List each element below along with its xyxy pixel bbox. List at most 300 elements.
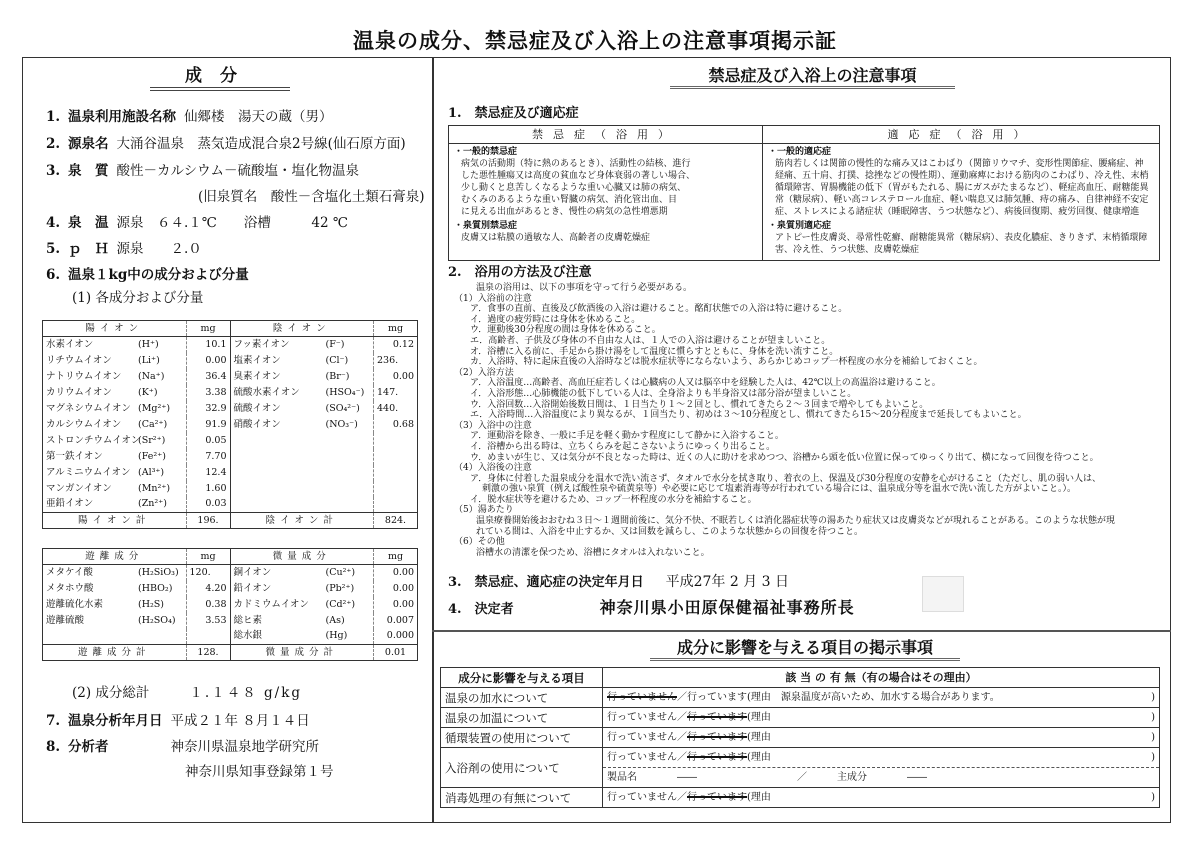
item-label: 泉 温 [68, 215, 109, 231]
spring-line: 皮膚又は粘膜の過敏な人、高齢者の皮膚乾燥症 [461, 233, 651, 243]
spring-line: アトピー性皮膚炎、尋常性乾癬、耐糖能異常（糖尿病）、表皮化膿症、きりきず、末梢循環障 [775, 233, 1148, 243]
instruction-line: エ．高齢者、子供及び身体の不自由な人は、１人での入浴は避けることが望ましいこと。 [470, 335, 831, 346]
spring-title: ・泉質別禁忌症 [454, 221, 518, 231]
component-label: 銅イオン [233, 566, 272, 578]
component-name [43, 385, 187, 401]
option-not-done: 行っていません [607, 691, 677, 703]
option-not-done: 行っていません [607, 791, 677, 803]
table-row [43, 497, 418, 513]
item-status [603, 728, 1160, 748]
component-name [43, 565, 187, 581]
instruction-line: （1）入浴前の注意 [454, 293, 532, 304]
component-label: マンガンイオン [46, 482, 112, 494]
component-name [43, 353, 187, 369]
component-value: 0.00 [374, 597, 418, 613]
item-status [603, 688, 1160, 708]
product-info [603, 768, 1160, 788]
instruction-line: イ．過度の疲労時には身体を休めること。 [470, 314, 641, 325]
table-row [441, 788, 1160, 808]
info-item [46, 214, 348, 232]
table-row [43, 353, 418, 369]
component-label: フッ素イオン [233, 338, 290, 350]
ingredient-value: ―― [907, 771, 927, 783]
component-value: 10.1 [186, 337, 230, 353]
item-number: 6. [46, 267, 61, 283]
total-label: (2) 成分総計 [72, 685, 150, 701]
table-row [441, 728, 1160, 748]
total-value: １.１４８ g/kg [189, 685, 303, 701]
column-header: 禁忌症（浴用） [449, 126, 762, 144]
component-formula: (Zn²⁺) [138, 498, 167, 510]
decision-date [448, 574, 789, 591]
item-number: 7. [46, 713, 61, 729]
header-unit: mg [374, 321, 418, 337]
component-label: リチウムイオン [46, 354, 112, 366]
component-name [43, 401, 187, 417]
component-label: カドミウムイオン [233, 598, 309, 610]
component-label: 亜鉛イオン [46, 498, 94, 510]
item-label: ｐ Ｈ [68, 241, 109, 257]
component-value [186, 629, 230, 645]
component-name [230, 385, 374, 401]
component-formula: (F⁻) [325, 338, 345, 350]
option-done: 行っています [687, 791, 747, 803]
item-label: 泉 質 [68, 163, 109, 179]
analysis-date-value: 平成２１年 ８月１４日 [170, 713, 310, 729]
contraindications-heading: 禁忌症及び入浴上の注意事項 [670, 66, 955, 89]
component-name [230, 565, 374, 581]
item-value: 源泉 ２.０ [116, 241, 202, 257]
component-name [230, 417, 374, 433]
table-header-row [43, 549, 418, 565]
component-value: 91.9 [186, 417, 230, 433]
component-formula: (Cd²⁺) [325, 598, 356, 610]
general-line: 経痛、五十肩、打撲、捻挫などの慢性期）、運動麻痺における筋肉のこわばり、冷え性、末梢 [775, 171, 1149, 181]
total-label-right: 陰イオン計 [230, 513, 374, 529]
info-item [168, 188, 425, 206]
component-name [230, 581, 374, 597]
component-name [230, 497, 374, 513]
separator: ／ [677, 711, 687, 723]
component-formula: (HSO₄⁻) [325, 386, 365, 398]
item-status [603, 788, 1160, 808]
separator: ／ [677, 731, 687, 743]
item-status [603, 748, 1160, 768]
instruction-line: ウ．運動後30分程度の間は身体を休めること。 [470, 325, 661, 336]
component-formula: (Na⁺) [138, 370, 165, 382]
table-row [43, 417, 418, 433]
header-unit: mg [374, 549, 418, 565]
component-label: アルミニウムイオン [46, 466, 131, 478]
item-value: 源泉 ６４.１℃ 浴槽 42 ℃ [116, 215, 348, 231]
reason-text: (理由 [747, 791, 771, 803]
status-options [607, 790, 771, 806]
item-number: 1. [46, 109, 61, 125]
item-name: 循環装置の使用について [441, 728, 603, 748]
component-value: 12.4 [186, 465, 230, 481]
header-right: 微量成分 [230, 549, 374, 565]
info-item [46, 266, 257, 284]
total-label-left: 遊離成分計 [43, 645, 187, 661]
general-line: 循環障害、胃腸機能の低下（胃がもたれる、腸にガスがたまるなど）、軽症高血圧、耐糖能異 [775, 183, 1149, 193]
general-line: 病気の活動期（特に熱のあるとき）、活動性の結核、進行 [461, 159, 691, 169]
instruction-line: ア．食事の直前、直後及び飲酒後の入浴は避けること。酩酊状態での入浴は特に避けること。 [470, 304, 848, 315]
table-row [43, 597, 418, 613]
component-formula: (Hg) [325, 630, 348, 642]
item-name: 温泉の加温について [441, 708, 603, 728]
option-done: 行っています [687, 731, 747, 743]
component-formula: (Li⁺) [138, 354, 160, 366]
component-value: 236. [374, 353, 418, 369]
component-name [43, 337, 187, 353]
general-line: 筋肉若しくは関節の慢性的な痛み又はこわばり（関節リウマチ、変形性関節症、腰痛症、神 [775, 159, 1144, 169]
decision-maker-label: 4. 決定者 [448, 602, 514, 617]
component-value [374, 481, 418, 497]
component-value: 0.007 [374, 613, 418, 629]
item-status [603, 708, 1160, 728]
instruction-line: オ．浴槽に入る前に、手足から掛け湯をして温度に慣らすとともに、身体を洗い流すこと。 [470, 346, 839, 357]
component-name [230, 433, 374, 449]
component-name [230, 597, 374, 613]
instruction-line: れている間は、入浴を中止するか、又は回数を減らし、このような状態からの回復を待つこと。 [476, 526, 864, 537]
component-label: 遊離硫化水素 [46, 598, 104, 610]
table-row [441, 708, 1160, 728]
table-row [43, 465, 418, 481]
instruction-line: ア．運動浴を除き、一般に手足を軽く動かす程度にして静かに入浴すること。 [470, 431, 784, 442]
info-item [46, 240, 202, 258]
component-formula: (Cu²⁺) [325, 566, 356, 578]
component-value: 3.53 [186, 613, 230, 629]
table-total-row [43, 513, 418, 529]
separator: ／ [797, 771, 807, 783]
component-label: 水素イオン [46, 338, 94, 350]
info-item [46, 162, 359, 180]
status-line [607, 750, 1155, 766]
component-name [230, 337, 374, 353]
component-name [230, 449, 374, 465]
section1-title: 1. 禁忌症及び適応症 [448, 106, 579, 121]
item-value: (旧泉質名 酸性－含塩化土類石膏泉) [198, 189, 425, 205]
separator: ／ [677, 791, 687, 803]
component-label: 塩素イオン [233, 354, 281, 366]
component-name [43, 433, 187, 449]
item-name: 入浴剤の使用について [441, 748, 603, 788]
instruction-line: 刺激の強い泉質（例えば酸性泉や硫黄泉等）や必要に応じて塩素消毒等が行われている場合には、温泉成分等を温水で洗い流した方がよいこと。）。 [482, 484, 1077, 495]
instruction-line: 温泉療養開始後おおむね３日～１週間前後に、気分不快、不眠若しくは消化器症状等の湯あたり症状又は皮膚炎などが現れることがある。このような状態が現 [476, 516, 1116, 527]
close-paren: ) [1151, 791, 1155, 803]
component-value: 36.4 [186, 369, 230, 385]
column-header: 適応症（浴用） [763, 126, 1159, 144]
instruction-line: ア．身体に付着した温泉成分を温水で洗い流さず、タオルで水分を拭き取り、着衣の上、保温及び30分程度の安静を心がけること（ただし、肌の弱い人は、 [470, 473, 1102, 484]
header-unit: mg [186, 549, 230, 565]
component-value: 3.38 [186, 385, 230, 401]
analyst-label: 分析者 [68, 739, 109, 755]
component-value [374, 449, 418, 465]
posting-items-heading: 成分に影響を与える項目の掲示事項 [650, 638, 960, 661]
bathing-instructions [448, 283, 1115, 558]
total-value-left: 128. [186, 645, 230, 661]
component-value: 440. [374, 401, 418, 417]
component-name [230, 401, 374, 417]
instruction-line: イ．入浴形態…心肺機能の低下している人は、全身浴よりも半身浴又は部分浴が望ましいこと。 [470, 388, 857, 399]
section2-title: 2. 浴用の方法及び注意 [448, 265, 592, 280]
option-done: 行っています [687, 751, 747, 763]
component-label: ストロンチウムイオン [46, 434, 141, 446]
instruction-line: （6）その他 [454, 537, 505, 548]
instruction-line: カ．入浴時、特に起床直後の入浴時などは脱水症状等にならないよう、あらかじめコップ一杯程度の水分を補給しておくこと。 [470, 357, 983, 368]
component-value: 0.05 [186, 433, 230, 449]
item-number: 4. [46, 215, 61, 231]
status-options [607, 690, 1000, 706]
component-label: 遊離硫酸 [46, 614, 85, 626]
status-line [607, 710, 1155, 726]
section-divider [432, 630, 1171, 632]
item-value: 仙郷楼 湯天の蔵（男） [184, 109, 333, 125]
component-label: 臭素イオン [233, 370, 281, 382]
analysis-date-label: 温泉分析年月日 [68, 713, 163, 729]
component-label: マグネシウムイオン [46, 402, 131, 414]
component-name [43, 597, 187, 613]
contraindications-column [449, 126, 763, 260]
component-formula: (H₂SO₄) [138, 614, 176, 626]
component-formula: (Cl⁻) [325, 354, 349, 366]
header-left: 陽イオン [43, 321, 187, 337]
header-status: 該 当 の 有 無（有の場合はその理由） [603, 668, 1160, 688]
reason-text: (理由 [747, 711, 771, 723]
product-value: ―― [677, 771, 697, 783]
close-paren: ) [1151, 711, 1155, 723]
component-formula: (K⁺) [138, 386, 158, 398]
component-formula: (Fe²⁺) [138, 450, 166, 462]
ion-table [42, 320, 418, 529]
component-name [43, 497, 187, 513]
separator: ／ [677, 691, 687, 703]
components-heading: 成分 [150, 66, 290, 91]
instruction-line: ウ．入浴回数…入浴開始後数日間は、１日当たり１～２回とし、慣れてきたら２～３回まで増やしてもよいこと。 [470, 399, 929, 410]
component-name [230, 465, 374, 481]
component-name [230, 613, 374, 629]
status-line [607, 730, 1155, 746]
subheading-components: (1) 各成分および分量 [72, 290, 204, 306]
decision-date-value: 平成27年 2 月 3 日 [665, 574, 790, 590]
close-paren: ) [1151, 731, 1155, 743]
component-value: 4.20 [186, 581, 230, 597]
option-not-done: 行っていません [607, 731, 677, 743]
official-seal-stamp [922, 576, 964, 612]
component-name [43, 629, 187, 645]
component-value: 0.68 [374, 417, 418, 433]
instruction-line: ア．入浴温度…高齢者、高血圧症若しくは心臓病の人又は脳卒中を経験した人は、42℃以上の高温浴は避けること。 [470, 378, 941, 389]
general-line: に見える出血があるとき、慢性の病気の急性増悪期 [461, 207, 668, 217]
total-value-left: 196. [186, 513, 230, 529]
reason-text: (理由 源泉温度が高いため、加水する場合があります。 [747, 691, 1000, 703]
component-value: 0.000 [374, 629, 418, 645]
general-title: ・一般的禁忌症 [454, 147, 518, 157]
component-value: 120. [186, 565, 230, 581]
total-value-right: 824. [374, 513, 418, 529]
component-label: 鉛イオン [233, 582, 272, 594]
table-row [43, 449, 418, 465]
instruction-line: 浴槽水の清潔を保つため、浴槽にタオルは入れないこと。 [476, 547, 710, 558]
component-formula: (H⁺) [138, 338, 159, 350]
component-value [374, 433, 418, 449]
general-line: 常（糖尿病）、軽い高コレステロール血症、軽い喘息又は肺気腫、痔の痛み、自律神経不安定 [775, 195, 1149, 205]
table-row [43, 337, 418, 353]
table-row [43, 369, 418, 385]
total-label-right: 微量成分計 [230, 645, 374, 661]
component-value: 0.00 [374, 565, 418, 581]
component-value: 0.03 [186, 497, 230, 513]
component-formula: (Mg²⁺) [138, 402, 171, 414]
component-value: 147. [374, 385, 418, 401]
header-right: 陰イオン [230, 321, 374, 337]
component-name [43, 417, 187, 433]
info-item [46, 135, 406, 153]
component-value: 7.70 [186, 449, 230, 465]
indications-column [763, 126, 1159, 260]
component-value: 0.00 [374, 369, 418, 385]
ingredient-label: 主成分 [837, 771, 867, 783]
table-row [43, 629, 418, 645]
header-unit: mg [186, 321, 230, 337]
component-value: 0.38 [186, 597, 230, 613]
component-label: 硝酸イオン [233, 418, 281, 430]
spring-line: 害、冷え性、うつ状態、皮膚乾燥症 [775, 245, 920, 255]
analyst [46, 738, 319, 756]
general-line: した悪性腫瘍又は高度の貧血など身体衰弱の著しい場合、 [461, 171, 696, 181]
total-value-right: 0.01 [374, 645, 418, 661]
component-formula: (Br⁻) [325, 370, 350, 382]
option-done: 行っています [687, 691, 747, 703]
analyst-registration: 神奈川県知事登録第１号 [185, 764, 334, 780]
item-label: 源泉名 [68, 136, 109, 152]
item-name: 消毒処理の有無について [441, 788, 603, 808]
component-name [43, 481, 187, 497]
reason-text: (理由 [747, 731, 771, 743]
item-value: 大涌谷温泉 蒸気造成混合泉2号線(仙石原方面) [116, 136, 406, 152]
component-formula: (Ca²⁺) [138, 418, 168, 430]
decision-maker [448, 598, 855, 619]
spring-title: ・泉質別適応症 [768, 221, 832, 231]
indications-table [448, 125, 1160, 261]
header-item: 成分に影響を与える項目 [441, 668, 603, 688]
status-line [607, 790, 1155, 806]
component-label: 総ヒ素 [233, 614, 263, 626]
component-name [230, 481, 374, 497]
table-row [43, 581, 418, 597]
reason-text: (理由 [747, 751, 771, 763]
product-label: 製品名 [607, 771, 637, 783]
separator: ／ [677, 751, 687, 763]
status-line [607, 690, 1155, 706]
status-options [607, 710, 771, 726]
option-not-done: 行っていません [607, 751, 677, 763]
table-row [43, 401, 418, 417]
item-number: 8. [46, 739, 61, 755]
table-row [43, 565, 418, 581]
total-label-left: 陽イオン計 [43, 513, 187, 529]
component-label: カルシウムイオン [46, 418, 122, 430]
table-row [43, 613, 418, 629]
table-row [441, 748, 1160, 768]
instruction-line: （4）入浴後の注意 [454, 463, 532, 474]
header-left: 遊離成分 [43, 549, 187, 565]
item-number: 5. [46, 241, 61, 257]
instruction-line: イ．浴槽から出る時は、立ちくらみを起こさないようにゆっくり出ること。 [470, 441, 776, 452]
component-formula: (H₂S) [138, 598, 165, 610]
instruction-line: （3）入浴中の注意 [454, 420, 532, 431]
component-label: ナトリウムイオン [46, 370, 122, 382]
document-title: 温泉の成分、禁忌症及び入浴上の注意事項掲示証 [353, 28, 837, 53]
instruction-line: （5）湯あたり [454, 505, 514, 516]
instruction-line: 温泉の浴用は、以下の事項を守って行う必要がある。 [476, 283, 693, 293]
option-done: 行っています [687, 711, 747, 723]
table-row [441, 688, 1160, 708]
instruction-line: イ．脱水症状等を避けるため、コップ一杯程度の水分を補給すること。 [470, 494, 757, 505]
component-value [374, 497, 418, 513]
item-value: 酸性－カルシウム－硫酸塩・塩化物温泉 [116, 163, 360, 179]
component-formula: (H₂SiO₃) [138, 566, 179, 578]
general-line: むくみのあるような重い腎臓の病気、消化管出血、目 [461, 195, 678, 205]
component-value: 0.12 [374, 337, 418, 353]
component-label: カリウムイオン [46, 386, 112, 398]
component-name [230, 369, 374, 385]
status-options [607, 750, 771, 766]
instruction-line: エ．入浴時間…入浴温度により異なるが、１回当たり、初めは３～10分程度とし、慣れてきたら15～20分程度まで延長してもよいこと。 [470, 410, 1027, 421]
component-label: 硫酸イオン [233, 402, 281, 414]
item-label: 温泉１kg中の成分および分量 [68, 267, 249, 283]
instruction-line: （2）入浴方法 [454, 367, 514, 378]
item-number: 2. [46, 136, 61, 152]
component-label: 総水銀 [233, 630, 263, 642]
component-formula: (As) [325, 614, 345, 626]
component-value: 32.9 [186, 401, 230, 417]
general-title: ・一般的適応症 [768, 147, 832, 157]
info-item [46, 108, 333, 126]
component-value: 1.60 [186, 481, 230, 497]
item-number: 3. [46, 163, 61, 179]
item-name: 温泉の加水について [441, 688, 603, 708]
component-label: 第一鉄イオン [46, 450, 103, 462]
option-not-done: 行っていません [607, 711, 677, 723]
component-label: 硫酸水素イオン [233, 386, 300, 398]
component-value: 0.00 [186, 353, 230, 369]
analyst-name: 神奈川県温泉地学研究所 [170, 739, 319, 755]
component-formula: (NO₃⁻) [325, 418, 358, 430]
component-name [43, 613, 187, 629]
table-row [43, 385, 418, 401]
component-label: メタケイ酸 [46, 566, 93, 578]
component-formula: (Mn²⁺) [138, 482, 171, 494]
component-formula: (Al³⁺) [138, 466, 165, 478]
component-name [230, 629, 374, 645]
component-name [43, 449, 187, 465]
component-name [43, 581, 187, 597]
component-value [374, 465, 418, 481]
item-label: 温泉利用施設名称 [68, 109, 176, 125]
component-formula: (HBO₂) [138, 582, 173, 594]
close-paren: ) [1151, 691, 1155, 703]
instruction-line: ウ．めまいが生じ、又は気分が不良となった時は、近くの人に助けを求めつつ、浴槽から頭を低い位置に保ってゆっくり出て、横になって回復を待つこと。 [470, 452, 1099, 463]
column-divider [432, 57, 434, 823]
table-total-row [43, 645, 418, 661]
analysis-date [46, 712, 310, 730]
status-options [607, 730, 771, 746]
general-line: 症、ストレスによる諸症状（睡眠障害、うつ状態など）、病後回復期、疲労回復、健康増進 [775, 207, 1140, 217]
decision-maker-value: 神奈川県小田原保健福祉事務所長 [599, 598, 855, 617]
close-paren: ) [1151, 751, 1155, 763]
table-header-row [43, 321, 418, 337]
